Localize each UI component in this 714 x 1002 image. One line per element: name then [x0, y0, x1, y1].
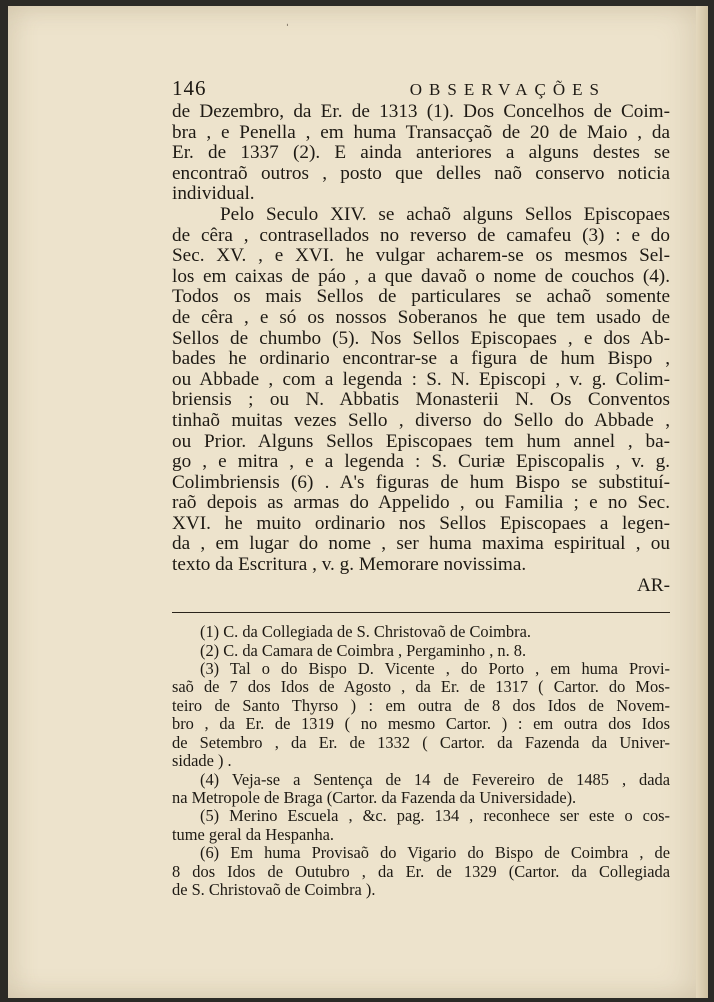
text-line: Sec. XV. , e XVI. he vulgar acharem-se os mesmos Sel-	[172, 245, 670, 267]
text-line: encontraõ outros , posto que delles naõ conservo noticia	[172, 162, 670, 184]
page-edge	[696, 6, 708, 998]
footnote-line: teiro de Santo Thyrso ) : em outra de 8 dos Idos de Novem-	[172, 695, 670, 715]
footnote-rule	[172, 612, 670, 613]
footnote-line: (1) C. da Collegiada de S. Christovaõ de Coimbra.	[200, 622, 531, 642]
text-line: tinhaõ muitas vezes Sello , diverso do Sello do Abbade ,	[172, 409, 670, 431]
page-number: 146	[172, 76, 207, 100]
page-content	[172, 76, 670, 899]
page-header	[172, 76, 670, 102]
text-line: bra , e Penella , em huma Transacçaõ de 20 de Maio , da	[172, 121, 670, 143]
footnote-line: 8 dos Idos de Outubro , da Er. de 1329 (Cartor. da Collegiada	[172, 861, 670, 881]
text-line: Sellos de chumbo (5). Nos Sellos Episcopaes , e dos Ab-	[172, 327, 670, 349]
footnote-line: (4) Veja-se a Sentença de 14 de Fevereiro de 1485 , dada	[200, 769, 670, 789]
text-line: ou Prior. Alguns Sellos Episcopaes tem hum annel , ba-	[172, 430, 670, 452]
running-title: OBSERVAÇÕES	[409, 80, 606, 99]
text-line: individual.	[172, 183, 255, 205]
footnote-line: sidade ) .	[172, 751, 232, 771]
footnote-line: (2) C. da Camara de Coimbra , Pergaminho , n. 8.	[200, 640, 527, 660]
body-text	[172, 102, 670, 576]
text-line: de cêra , e só os nossos Soberanos he que tem usado de	[172, 306, 670, 328]
footnote-line: (3) Tal o do Bispo D. Vicente , do Porto , em huma Provi-	[200, 659, 670, 679]
text-line: Er. de 1337 (2). E ainda anteriores a alguns destes se	[172, 142, 670, 164]
text-line: Todos os mais Sellos de particulares se achaõ somente	[172, 286, 670, 308]
text-line: de Dezembro, da Er. de 1313 (1). Dos Concelhos de Coim-	[172, 101, 670, 122]
text-line: Pelo Seculo XIV. se achaõ alguns Sellos Episcopaes	[220, 203, 670, 225]
footnote-line: (6) Em huma Provisaõ do Vigario do Bispo de Coimbra , de	[200, 843, 670, 863]
footnote-line: saõ de 7 dos Idos de Agosto , da Er. de 1317 ( Cartor. do Mos-	[172, 677, 670, 697]
footnote-line: na Metropole de Braga (Cartor. da Fazenda da Universidade).	[172, 787, 577, 807]
footnote-line: (5) Merino Escuela , &c. pag. 134 , reconhece ser este o cos-	[200, 806, 670, 826]
text-line: Colimbriensis (6) . A's figuras de hum Bispo se substituí-	[172, 471, 670, 493]
footnote-line: tume geral da Hespanha.	[172, 824, 335, 844]
footnote-line: bro , da Er. de 1319 ( no mesmo Cartor. ) : em outra dos Idos	[172, 714, 670, 734]
ink-mark: ˌ	[285, 12, 290, 27]
text-line: XVI. he muito ordinario nos Sellos Episcopaes a legen-	[172, 512, 670, 534]
text-line: briensis ; ou N. Abbatis Monasterii N. Os Conventos	[172, 389, 670, 411]
text-line: da , em lugar do nome , ser huma maxima espiritual , ou	[172, 533, 670, 555]
text-line: los em caixas de páo , a que davaõ o nome de couchos (4).	[172, 265, 670, 287]
text-line: bades he ordinario encontrar-se a figura de hum Bispo ,	[172, 348, 670, 370]
catchword: AR-	[636, 574, 670, 596]
footnotes	[172, 623, 670, 899]
book-page	[8, 6, 708, 998]
text-line: raõ depois as armas do Appelido , ou Familia ; e no Sec.	[172, 492, 670, 514]
text-line: texto da Escritura , v. g. Memorare novissima.	[172, 554, 527, 576]
text-line: go , e mitra , e a legenda : S. Curiæ Episcopalis , v. g.	[172, 451, 670, 473]
text-line: ou Abbade , com a legenda : S. N. Episcopi , v. g. Colim-	[172, 368, 670, 390]
text-line: de cêra , contrasellados no reverso de camafeu (3) : e do	[172, 224, 670, 246]
footnote-line: de Setembro , da Er. de 1332 ( Cartor. da Fazenda da Univer-	[172, 732, 670, 752]
footnote-line: de S. Christovaõ de Coimbra ).	[172, 879, 376, 899]
